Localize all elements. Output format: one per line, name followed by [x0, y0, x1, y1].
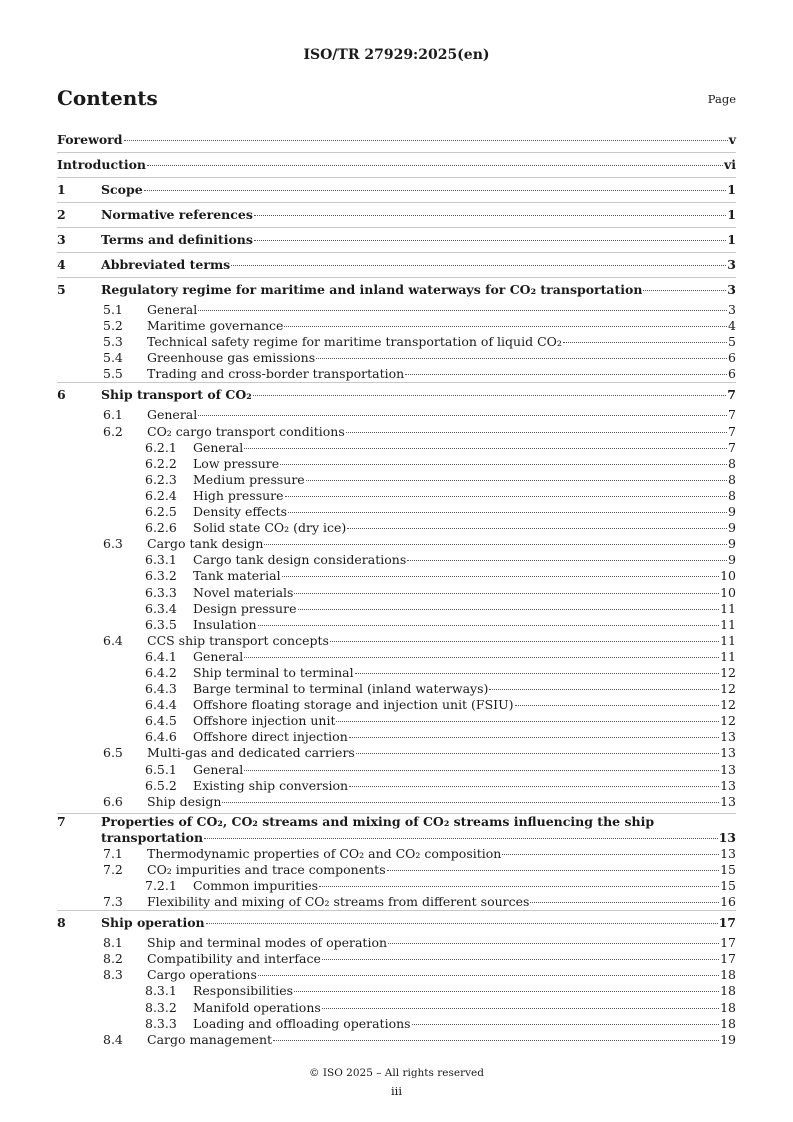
toc-entry-page: 15 [720, 878, 736, 893]
toc-entry-number: 8.2 [103, 951, 123, 967]
toc-entry-number: 6.2 [103, 423, 123, 439]
dot-leader [280, 464, 727, 465]
dot-leader [294, 991, 719, 992]
toc-entry-page: 4 [728, 318, 736, 334]
dot-leader [198, 415, 727, 416]
toc-entry-number: 7.1 [103, 845, 123, 861]
toc-entry-page: 15 [720, 861, 736, 877]
toc-entry-number: 6.3.1 [145, 552, 177, 568]
toc-entry-title: Medium pressure [193, 471, 305, 487]
toc-entry-number: 6.3.4 [145, 600, 177, 616]
toc-entry[interactable] [57, 472, 736, 488]
dot-leader [316, 358, 727, 359]
toc-entry-page: 12 [720, 713, 736, 729]
dot-leader [222, 802, 719, 803]
toc-entry-number: 6.4.4 [145, 697, 177, 713]
toc-entry-title: Flexibility and mixing of CO₂ streams from different sources [147, 894, 530, 910]
dot-leader [355, 673, 720, 674]
toc-entry[interactable] [57, 277, 736, 302]
toc-entry-line[interactable] [57, 830, 736, 846]
toc-entry[interactable] [57, 1032, 736, 1048]
toc-entry-title: Common impurities [193, 878, 319, 893]
toc-entry-number: 1 [57, 182, 66, 197]
toc-entry[interactable] [57, 128, 736, 152]
toc-entry-title: Cargo management [147, 1031, 273, 1047]
toc-entry-title: Trading and cross-border transportation [147, 366, 405, 382]
toc-entry-page: 10 [720, 568, 736, 584]
toc-entry-number: 6.5 [103, 745, 123, 761]
toc-entry-page: 11 [720, 600, 736, 616]
toc-entry-page: 12 [720, 664, 736, 680]
toc-entry-number: 5.5 [103, 366, 123, 382]
toc-entry-number: 7.2 [103, 861, 123, 877]
toc-entry-page: 12 [720, 681, 736, 697]
toc-entry[interactable] [57, 910, 736, 935]
toc-entry[interactable] [57, 665, 736, 681]
dot-leader [258, 625, 720, 626]
toc-entry-title: Properties of CO₂, CO₂ streams and mixing of CO₂ streams influencing the ship [101, 813, 655, 829]
dot-leader [530, 902, 719, 903]
toc-entry-page: 13 [720, 729, 736, 745]
toc-entry-page: 1 [727, 182, 736, 197]
toc-entry-title: Ship design [147, 793, 222, 809]
toc-entry-title: Compatibility and interface [147, 951, 321, 967]
toc-entry-title: Offshore injection unit [193, 713, 336, 729]
dot-leader [258, 975, 719, 976]
toc-entry-page: 9 [728, 520, 736, 536]
dot-leader [254, 215, 726, 216]
dot-leader [206, 923, 718, 924]
toc-entry-title: CCS ship transport concepts [147, 632, 329, 648]
toc-entry-title: Density effects [193, 504, 288, 520]
toc-entry-page: 1 [727, 207, 736, 222]
toc-entry-title: Novel materials [193, 584, 294, 600]
toc-entry-number: 6.4.1 [145, 648, 177, 664]
dot-leader [294, 593, 719, 594]
toc-entry[interactable] [57, 778, 736, 794]
toc-entry-title: General [193, 761, 244, 777]
toc-entry-page: 19 [720, 1031, 736, 1047]
toc-entry-number: 5.1 [103, 302, 123, 317]
toc-entry-page: 17 [718, 915, 736, 931]
toc-entry-title: Responsibilities [193, 983, 294, 999]
toc-entry-title-continued: transportation [101, 829, 204, 845]
dot-leader [322, 959, 719, 960]
toc-entry[interactable] [57, 681, 736, 697]
toc-entry-number: 6.2.4 [145, 487, 177, 503]
dot-leader [322, 1008, 719, 1009]
toc-entry[interactable] [57, 697, 736, 713]
toc-entry-title: General [147, 407, 198, 423]
dot-leader [144, 190, 727, 191]
dot-leader [244, 657, 719, 658]
toc-entry-number: 6.4.5 [145, 713, 177, 729]
dot-leader [643, 290, 726, 291]
toc-entry[interactable] [57, 649, 736, 665]
toc-entry-number: 8.4 [103, 1031, 123, 1047]
toc-entry-page: 16 [720, 894, 736, 910]
toc-entry-number: 5.3 [103, 334, 123, 350]
toc-entry-title: Introduction [57, 157, 147, 172]
toc-entry-title: Insulation [193, 616, 257, 632]
toc-entry[interactable] [57, 601, 736, 617]
toc-entry-number: 4 [57, 257, 66, 272]
toc-entry[interactable] [57, 252, 736, 277]
toc-entry-page: 17 [720, 951, 736, 967]
toc-entry[interactable] [57, 366, 736, 382]
toc-entry-page: 18 [720, 983, 736, 999]
toc-entry-page: 6 [728, 366, 736, 382]
toc-entry-page: 9 [728, 536, 736, 552]
toc-entry-page: 7 [728, 407, 736, 423]
dot-leader [231, 265, 726, 266]
toc-entry-title: Ship terminal to terminal [193, 664, 354, 680]
dot-leader [349, 786, 719, 787]
dot-leader [254, 240, 726, 241]
toc-entry-page: 13 [720, 793, 736, 809]
toc-entry-page: 13 [720, 845, 736, 861]
dot-leader [298, 609, 720, 610]
toc-entry[interactable] [57, 552, 736, 568]
toc-entry[interactable] [57, 152, 736, 177]
toc-entry-number: 5 [57, 282, 66, 297]
toc-entry-number: 8.1 [103, 935, 123, 951]
toc-entry-title: Existing ship conversion [193, 777, 349, 793]
toc-entry-page: 5 [728, 334, 736, 350]
toc-entry-number: 3 [57, 232, 66, 247]
dot-leader [388, 943, 719, 944]
toc-entry-page: 7 [728, 423, 736, 439]
dot-leader [204, 838, 718, 839]
toc-entry-page: 17 [720, 935, 736, 951]
toc-entry-number: 6.4.3 [145, 681, 177, 697]
toc-entry-page: v [728, 132, 736, 147]
toc-entry[interactable] [57, 967, 736, 983]
toc-entry-title: Regulatory regime for maritime and inland waterways for CO₂ transportation [101, 282, 643, 297]
toc-entry[interactable] [57, 456, 736, 472]
toc-entry-number: 6.5.1 [145, 761, 177, 777]
toc-entry[interactable] [57, 894, 736, 910]
dot-leader [356, 753, 719, 754]
toc-entry-title: Low pressure [193, 455, 280, 471]
toc-entry-title: Abbreviated terms [101, 257, 231, 272]
toc-entry[interactable] [57, 520, 736, 536]
toc-entry-page: 18 [720, 999, 736, 1015]
toc-entry-number: 6.3.3 [145, 584, 177, 600]
dot-leader [405, 374, 727, 375]
toc-entry-title: General [193, 439, 244, 455]
toc-entry[interactable] [57, 227, 736, 252]
toc-entry-number: 7.2.1 [145, 878, 177, 893]
toc-entry-page: 7 [727, 387, 736, 403]
toc-entry-title: CO₂ cargo transport conditions [147, 423, 345, 439]
dot-leader [124, 140, 728, 141]
toc-entry-page: 13 [720, 745, 736, 761]
toc-entry-page: 13 [720, 761, 736, 777]
dot-leader [198, 310, 727, 311]
toc-entry-page: 11 [720, 648, 736, 664]
toc-entry-page: 10 [720, 584, 736, 600]
toc-entry-number: 7.3 [103, 894, 123, 910]
toc-entry-number: 5.2 [103, 318, 123, 334]
toc-entry[interactable] [57, 862, 736, 878]
toc-entry[interactable] [57, 440, 736, 456]
dot-leader [515, 705, 720, 706]
toc-entry[interactable] [57, 350, 736, 366]
toc-entry-page: 18 [720, 1015, 736, 1031]
dot-leader [346, 432, 727, 433]
toc-entry-title: Scope [101, 182, 143, 197]
toc-entry-number: 8.3.2 [145, 999, 177, 1015]
dot-leader [336, 721, 719, 722]
toc-entry-page: 3 [727, 282, 736, 297]
toc-entry[interactable] [57, 302, 736, 318]
toc-entry-title: Barge terminal to terminal (inland waterways) [193, 681, 489, 697]
toc-entry-page: 3 [727, 257, 736, 272]
toc-entry-title: Cargo tank design considerations [193, 552, 407, 568]
toc-entry-title: Ship transport of CO₂ [101, 387, 252, 403]
toc-entry-title: CO₂ impurities and trace components [147, 861, 386, 877]
toc-entry-page: 1 [727, 232, 736, 247]
toc-entry[interactable] [57, 568, 736, 584]
toc-entry-page: vi [723, 157, 736, 172]
dot-leader [284, 326, 727, 327]
toc-entry-title: Cargo tank design [147, 536, 264, 552]
toc-entry-number: 6.3.2 [145, 568, 177, 584]
toc-entry-title: General [193, 648, 244, 664]
toc-entry[interactable] [57, 318, 736, 334]
toc-entry-title: Greenhouse gas emissions [147, 350, 316, 366]
dot-leader [349, 737, 719, 738]
toc-entry[interactable] [57, 713, 736, 729]
toc-entry[interactable] [57, 488, 736, 504]
toc-entry-page: 9 [728, 552, 736, 568]
toc-entry-page: 9 [728, 504, 736, 520]
toc-entry-number: 8 [57, 915, 66, 931]
toc-entry-number: 6.2.6 [145, 520, 177, 536]
toc-entry-number: 8.3.3 [145, 1015, 177, 1031]
toc-entry-page: 18 [720, 967, 736, 983]
toc-entry-number: 6.2.2 [145, 455, 177, 471]
toc-entry-number: 6 [57, 387, 66, 403]
toc-entry-page: 13 [720, 777, 736, 793]
toc-entry-number: 6.1 [103, 407, 123, 423]
toc-entry-title: General [147, 302, 198, 317]
page-number: iii [390, 1084, 403, 1098]
toc-entry[interactable] [57, 983, 736, 999]
toc-entry-title: Thermodynamic properties of CO₂ and CO₂ composition [147, 845, 502, 861]
dot-leader [285, 496, 727, 497]
dot-leader [282, 576, 720, 577]
dot-leader [244, 448, 727, 449]
dot-leader [253, 395, 727, 396]
toc-entry-title: Maritime governance [147, 318, 284, 334]
toc-entry[interactable] [57, 585, 736, 601]
toc-entry-number: 6.5.2 [145, 777, 177, 793]
toc-entry-title: Normative references [101, 207, 253, 222]
toc-entry-page: 8 [728, 471, 736, 487]
toc-entry[interactable] [57, 382, 736, 407]
toc-entry[interactable] [57, 177, 736, 202]
toc-entry[interactable] [57, 745, 736, 761]
toc-entry-page: 8 [728, 487, 736, 503]
toc-entry[interactable] [57, 935, 736, 951]
dot-leader [306, 480, 727, 481]
toc-entry-page: 13 [718, 829, 736, 845]
toc-entry[interactable] [57, 202, 736, 227]
toc-entry-title: Loading and offloading operations [193, 1015, 411, 1031]
page-column-label: Page [707, 92, 736, 106]
dot-leader [288, 512, 727, 513]
toc-entry[interactable] [57, 407, 736, 423]
toc-entry-title: Foreword [57, 132, 123, 147]
dot-leader [489, 689, 719, 690]
toc-entry[interactable] [57, 633, 736, 649]
toc-entry[interactable] [57, 762, 736, 778]
copyright-footer: © ISO 2025 – All rights reserved [309, 1067, 484, 1079]
toc-entry[interactable] [57, 536, 736, 552]
toc-entry-number: 2 [57, 207, 66, 222]
toc-entry-number: 5.4 [103, 350, 123, 366]
toc-entry[interactable] [57, 846, 736, 862]
toc-entry-title: Design pressure [193, 600, 297, 616]
toc-entry-number: 6.2.5 [145, 504, 177, 520]
toc-entry-title: Tank material [193, 568, 281, 584]
toc-entry-title: High pressure [193, 487, 284, 503]
toc-entry-page: 3 [728, 302, 736, 317]
dot-leader [273, 1040, 719, 1041]
toc-entry[interactable] [57, 794, 736, 810]
dot-leader [502, 854, 719, 855]
toc-entry-title: Offshore direct injection [193, 729, 348, 745]
toc-entry[interactable] [57, 424, 736, 440]
toc-entry[interactable] [57, 951, 736, 967]
toc-entry-number: 8.3 [103, 967, 123, 983]
toc-entry[interactable] [57, 1016, 736, 1032]
document-id: ISO/TR 27929:2025(en) [303, 47, 490, 63]
toc-entry-page: 8 [728, 455, 736, 471]
dot-leader [412, 1024, 720, 1025]
toc-entry-title: Cargo operations [147, 967, 257, 983]
toc-entry-title: Ship and terminal modes of operation [147, 935, 388, 951]
dot-leader [147, 165, 723, 166]
toc-entry-line[interactable] [57, 813, 736, 830]
toc-entry-page: 6 [728, 350, 736, 366]
toc-entry-page: 11 [720, 616, 736, 632]
toc-entry-title: Terms and definitions [101, 232, 253, 247]
toc-entry-title: Offshore floating storage and injection unit (FSIU) [193, 697, 514, 713]
dot-leader [319, 886, 719, 887]
toc-entry-number: 6.6 [103, 793, 123, 809]
toc-entry[interactable] [57, 1000, 736, 1016]
toc-entry-page: 11 [720, 632, 736, 648]
toc-entry[interactable] [57, 729, 736, 745]
table-of-contents [57, 128, 736, 1048]
toc-entry[interactable] [57, 878, 736, 894]
dot-leader [347, 528, 727, 529]
toc-entry-title: Solid state CO₂ (dry ice) [193, 520, 347, 536]
dot-leader [244, 770, 719, 771]
toc-entry-number: 8.3.1 [145, 983, 177, 999]
toc-entry-page: 12 [720, 697, 736, 713]
toc-entry[interactable] [57, 617, 736, 633]
page-title: Contents [57, 86, 158, 110]
dot-leader [330, 641, 719, 642]
dot-leader [264, 544, 727, 545]
toc-entry-title: Manifold operations [193, 999, 321, 1015]
toc-entry-number: 7 [57, 813, 66, 829]
dot-leader [563, 342, 727, 343]
toc-entry-number: 6.3.5 [145, 616, 177, 632]
toc-entry-number: 6.3 [103, 536, 123, 552]
toc-entry-number: 6.2.1 [145, 439, 177, 455]
dot-leader [387, 870, 719, 871]
toc-entry-title: Technical safety regime for maritime transportation of liquid CO₂ [147, 334, 562, 350]
toc-entry-number: 6.2.3 [145, 471, 177, 487]
toc-entry-title: Ship operation [101, 915, 205, 931]
toc-entry[interactable] [57, 504, 736, 520]
toc-entry[interactable] [57, 334, 736, 350]
dot-leader [407, 560, 727, 561]
toc-entry-title: Multi-gas and dedicated carriers [147, 745, 355, 761]
toc-entry-number: 6.4 [103, 632, 123, 648]
toc-entry-number: 6.4.2 [145, 664, 177, 680]
toc-entry-page: 7 [728, 439, 736, 455]
toc-entry-number: 6.4.6 [145, 729, 177, 745]
